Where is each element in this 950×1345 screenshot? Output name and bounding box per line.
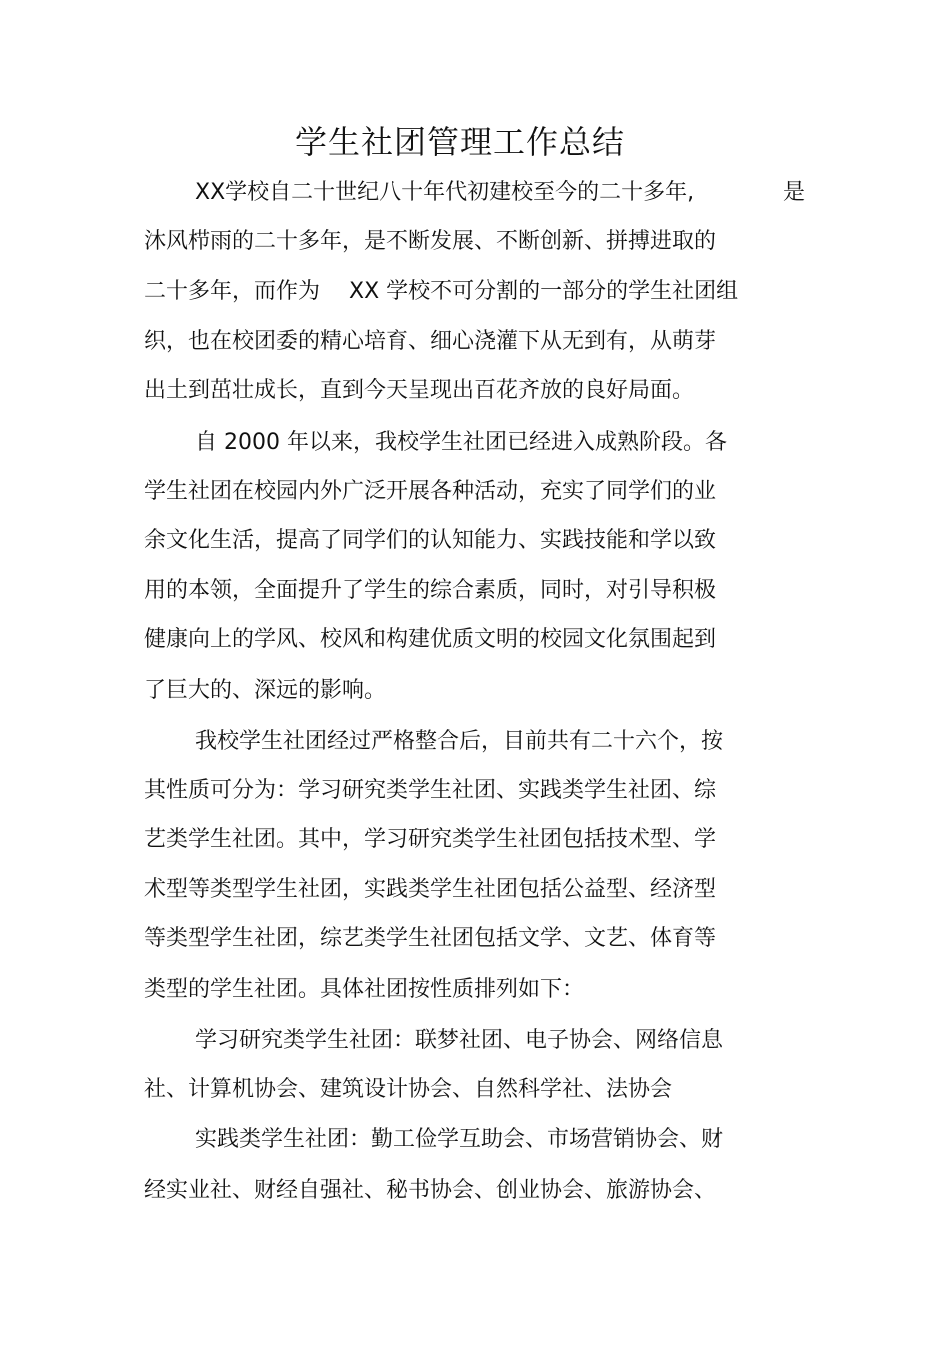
paragraph-2-line-6: 了巨大的、深远的影响。 — [144, 678, 387, 703]
paragraph-3-line-2: 其性质可分为：学习研究类学生社团、实践类学生社团、综 — [144, 778, 717, 803]
paragraph-2-line-1: 自 2000 年以来，我校学生社团已经进入成熟阶段。各 — [195, 430, 727, 455]
paragraph-4-line-2: 社、计算机协会、建筑设计协会、自然科学社、法协会 — [144, 1077, 673, 1102]
paragraph-1-line-5: 出土到茁壮成长，直到今天呈现出百花齐放的良好局面。 — [144, 378, 695, 403]
paragraph-1-line-1-tail: 是 — [783, 180, 806, 205]
paragraph-2-line-3: 余文化生活，提高了同学们的认知能力、实践技能和学以致 — [144, 528, 717, 553]
paragraph-1-line-3: 二十多年，而作为 XX 学校不可分割的一部分的学生社团组 — [144, 279, 739, 304]
paragraph-4-line-1: 学习研究类学生社团：联梦社团、电子协会、网络信息 — [195, 1028, 724, 1053]
paragraph-1-line-1: XX学校自二十世纪八十年代初建校至今的二十多年, — [195, 180, 695, 205]
paragraph-5-line-2: 经实业社、财经自强社、秘书协会、创业协会、旅游协会、 — [144, 1178, 717, 1203]
paragraph-3-line-3: 艺类学生社团。其中，学习研究类学生社团包括技术型、学 — [144, 827, 717, 852]
paragraph-1-line-2: 沐风栉雨的二十多年，是不断发展、不断创新、拼搏进取的 — [144, 229, 717, 254]
paragraph-5-line-1: 实践类学生社团：勤工俭学互助会、市场营销协会、财 — [195, 1127, 724, 1152]
paragraph-2-line-5: 健康向上的学风、校风和构建优质文明的校园文化氛围起到 — [144, 627, 717, 652]
paragraph-3-line-1: 我校学生社团经过严格整合后，目前共有二十六个，按 — [195, 729, 724, 754]
paragraph-3-line-6: 类型的学生社团。具体社团按性质排列如下： — [144, 977, 585, 1002]
paragraph-1-line-4: 织，也在校团委的精心培育、细心浇灌下从无到有，从萌芽 — [144, 329, 717, 354]
document-title: 学生社团管理工作总结 — [294, 123, 625, 161]
paragraph-3-line-4: 术型等类型学生社团，实践类学生社团包括公益型、经济型 — [144, 877, 717, 902]
paragraph-2-line-4: 用的本领，全面提升了学生的综合素质，同时，对引导积极 — [144, 578, 717, 603]
paragraph-3-line-5: 等类型学生社团，综艺类学生社团包括文学、文艺、体育等 — [144, 926, 717, 951]
paragraph-2-line-2: 学生社团在校园内外广泛开展各种活动，充实了同学们的业 — [144, 479, 717, 504]
